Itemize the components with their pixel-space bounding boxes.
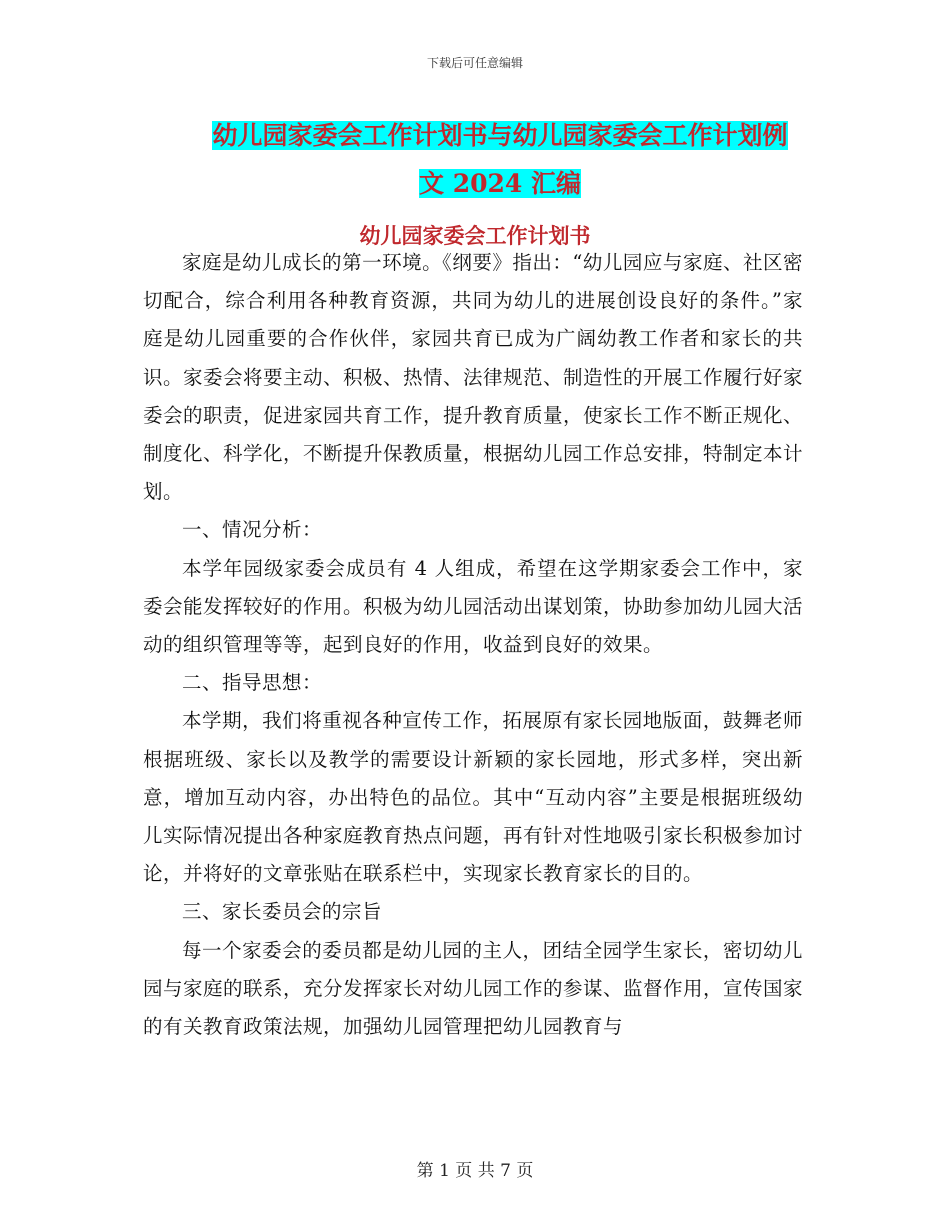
section-title: 幼儿园家委会工作计划书 [359,223,591,248]
paragraph-situation-analysis: 本学年园级家委会成员有 4 人组成，希望在这学期家委会工作中，家委会能发挥较好的作用。积极为幼儿园活动出谋划策，协助参加幼儿园大活动的组织管理等等，起到良好的作用，收益到良好的效果。 [143,556,804,657]
header-note: 下载后可任意编辑 [426,56,523,70]
heading-guiding-thought: 二、指导思想： [182,671,323,695]
paragraph-committee-purpose: 每一个家委会的委员都是幼儿园的主人，团结全园学生家长，密切幼儿园与家庭的联系，充分发挥家长对幼儿园工作的参谋、监督作用，宣传国家的有关教育政策法规，加强幼儿园管理把幼儿园教育与 [143,938,804,1039]
title-line-2: 文 2024 汇编 [419,169,581,198]
page-footer: 第 1 页 共 7 页 [416,1161,534,1181]
paragraph-intro: 家庭是幼儿成长的第一环境。《纲要》指出：“幼儿园应与家庭、社区密切配合，综合利用各种教育资源，共同为幼儿的进展创设良好的条件。”家庭是幼儿园重要的合作伙伴，家园共育已成为广阔幼教工作者和家长的共识。家委会将要主动、积极、热情、法律规范、制造性的开展工作履行好家委会的职责，促进家园共育工作，提升教育质量，使家长工作不断正规化、制度化、科学化，不断提升保教质量，根据幼儿园工作总安排，特制定本计划。 [143,251,804,504]
heading-committee-purpose: 三、家长委员会的宗旨 [182,900,383,924]
title-line-1: 幼儿园家委会工作计划书与幼儿园家委会工作计划例 [212,121,788,150]
paragraph-guiding-thought: 本学期，我们将重视各种宣传工作，拓展原有家长园地版面，鼓舞老师根据班级、家长以及教学的需要设计新颖的家长园地，形式多样，突出新意，增加互动内容，办出特色的品位。其中“互动内容”主要是根据班级幼儿实际情况提出各种家庭教育热点问题，再有针对性地吸引家长积极参加讨论，并将好的文章张贴在联系栏中，实现家长教育家长的目的。 [143,709,804,886]
document-title [190,112,810,208]
heading-situation-analysis: 一、情况分析： [182,518,323,542]
document-body [143,244,803,1046]
